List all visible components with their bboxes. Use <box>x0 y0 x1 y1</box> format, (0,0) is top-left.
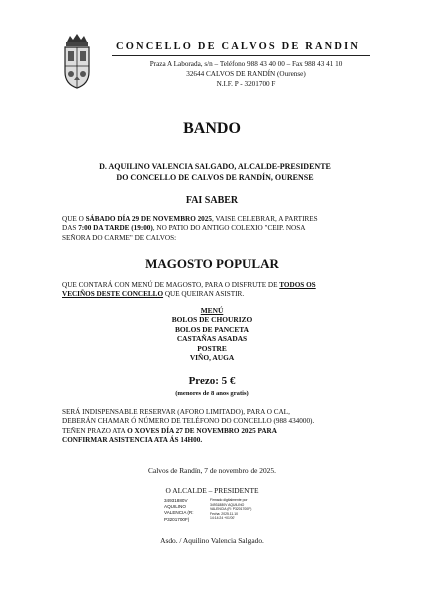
digital-signature-details <box>210 498 272 521</box>
signature-detail: Firmado digitalmente por <box>210 498 248 502</box>
menu-title: MENÚ <box>200 306 224 315</box>
price-note: (menores de 8 anos gratis) <box>175 390 249 397</box>
event-title: MAGOSTO POPULAR <box>145 256 279 271</box>
address-line-2: 32644 CALVOS DE RANDÍN (Ourense) <box>186 70 306 78</box>
deadline-text: O XOVES DÍA 27 DE NOVEMBRO 2025 PARA <box>127 426 277 435</box>
price: Prezo: 5 € <box>188 375 236 387</box>
signature-line: AQUILINO <box>164 504 186 510</box>
reservation-notice <box>62 408 374 445</box>
signatory-role: O ALCALDE – PRESIDENTE <box>165 486 259 495</box>
signature-detail: VALENCIA (R: P3201700F) <box>210 507 252 512</box>
intro-line-2 <box>62 224 374 233</box>
signature-detail: Fecha: 2025.11.10 <box>210 511 239 516</box>
signature-line: VALENCIA (R: <box>164 510 194 516</box>
menu-item: CASTAÑAS ASADAS <box>176 334 248 344</box>
menu-intro-text: QUE QUEIRAN ASISTIR. <box>163 290 245 299</box>
intro-paragraph <box>62 215 374 243</box>
menu-intro-text: QUE CONTARÁ CON MENÚ DE MAGOSTO, PARA O DISFRUTE DE <box>62 281 280 289</box>
intro-text: QUE O <box>62 215 86 223</box>
intro-line-1 <box>62 215 374 224</box>
menu-intro-line-2 <box>62 290 374 299</box>
intro-text: DAS <box>62 224 79 233</box>
fai-saber-heading: FAI SABER <box>185 195 239 206</box>
address-line-1: Praza A Laborada, s/n – Teléfono 988 43 40 00 – Fax 988 43 41 10 <box>149 60 343 68</box>
nif-line: N.I.F. P - 3201700 F <box>216 80 276 88</box>
notice-line-1: SERÁ INDISPENSABLE RESERVAR (AFORO LIMITADO), PARA O CAL, <box>62 408 290 416</box>
notice-line-3 <box>62 427 374 436</box>
subtitle-line-1: D. AQUILINO VALENCIA SALGADO, ALCALDE-PRESIDENTE <box>99 162 331 171</box>
signature-line: 34931880V <box>164 498 188 503</box>
audience-highlight: VECIÑOS DESTE CONCELLO <box>62 290 164 299</box>
signature-line: P3201700F) <box>164 516 190 522</box>
menu-item: BOLOS DE CHOURIZO <box>171 315 253 325</box>
menu-item: POSTRE <box>197 343 227 353</box>
notice-text: TEÑEN PRAZO ATA <box>62 426 128 435</box>
menu-item: BOLOS DE PANCETA <box>174 324 250 334</box>
menu-item: VIÑO, AUGA <box>189 353 235 363</box>
signature-detail: 14:14:24 +01'00' <box>210 516 235 521</box>
header-divider <box>112 55 370 56</box>
audience-highlight: TODOS OS <box>279 281 316 289</box>
notice-line-4: CONFIRMAR ASISTENCIA ATA ÁS 14H00. <box>62 435 203 444</box>
event-time: 7:00 DA TARDE (19:00) <box>78 224 153 233</box>
subtitle-line-2: DO CONCELLO DE CALVOS DE RANDÍN, OURENSE <box>116 173 314 182</box>
organization-name: CONCELLO DE CALVOS DE RANDIN <box>116 41 361 52</box>
event-date: SÁBADO DÍA 29 DE NOVEMBRO 2025 <box>85 215 212 223</box>
notice-line-2: DEBERÁN CHAMAR Ó NÚMERO DE TELÉFONO DO CONCELLO (988 434000). <box>62 417 315 426</box>
intro-line-3: SEÑORA DO CARME" DE CALVOS: <box>62 233 177 242</box>
signature-detail: 34931880V AQUILINO <box>210 502 245 507</box>
intro-text: , NO PATIO DO ANTIGO COLEXIO "CEIP. NOSA <box>152 224 306 233</box>
document-title: BANDO <box>183 120 241 137</box>
menu-intro-line-1 <box>62 281 374 290</box>
intro-text: , VAISE CELEBRAR, A PARTIRES <box>211 215 318 223</box>
menu-list <box>112 306 312 362</box>
signed-by: Asdo. / Aquilino Valencia Salgado. <box>160 536 264 545</box>
date-line: Calvos de Randín, 7 de novembro de 2025. <box>148 466 276 475</box>
coat-of-arms-icon <box>60 32 94 90</box>
digital-signature-id <box>164 498 208 523</box>
menu-intro-paragraph <box>62 281 374 300</box>
